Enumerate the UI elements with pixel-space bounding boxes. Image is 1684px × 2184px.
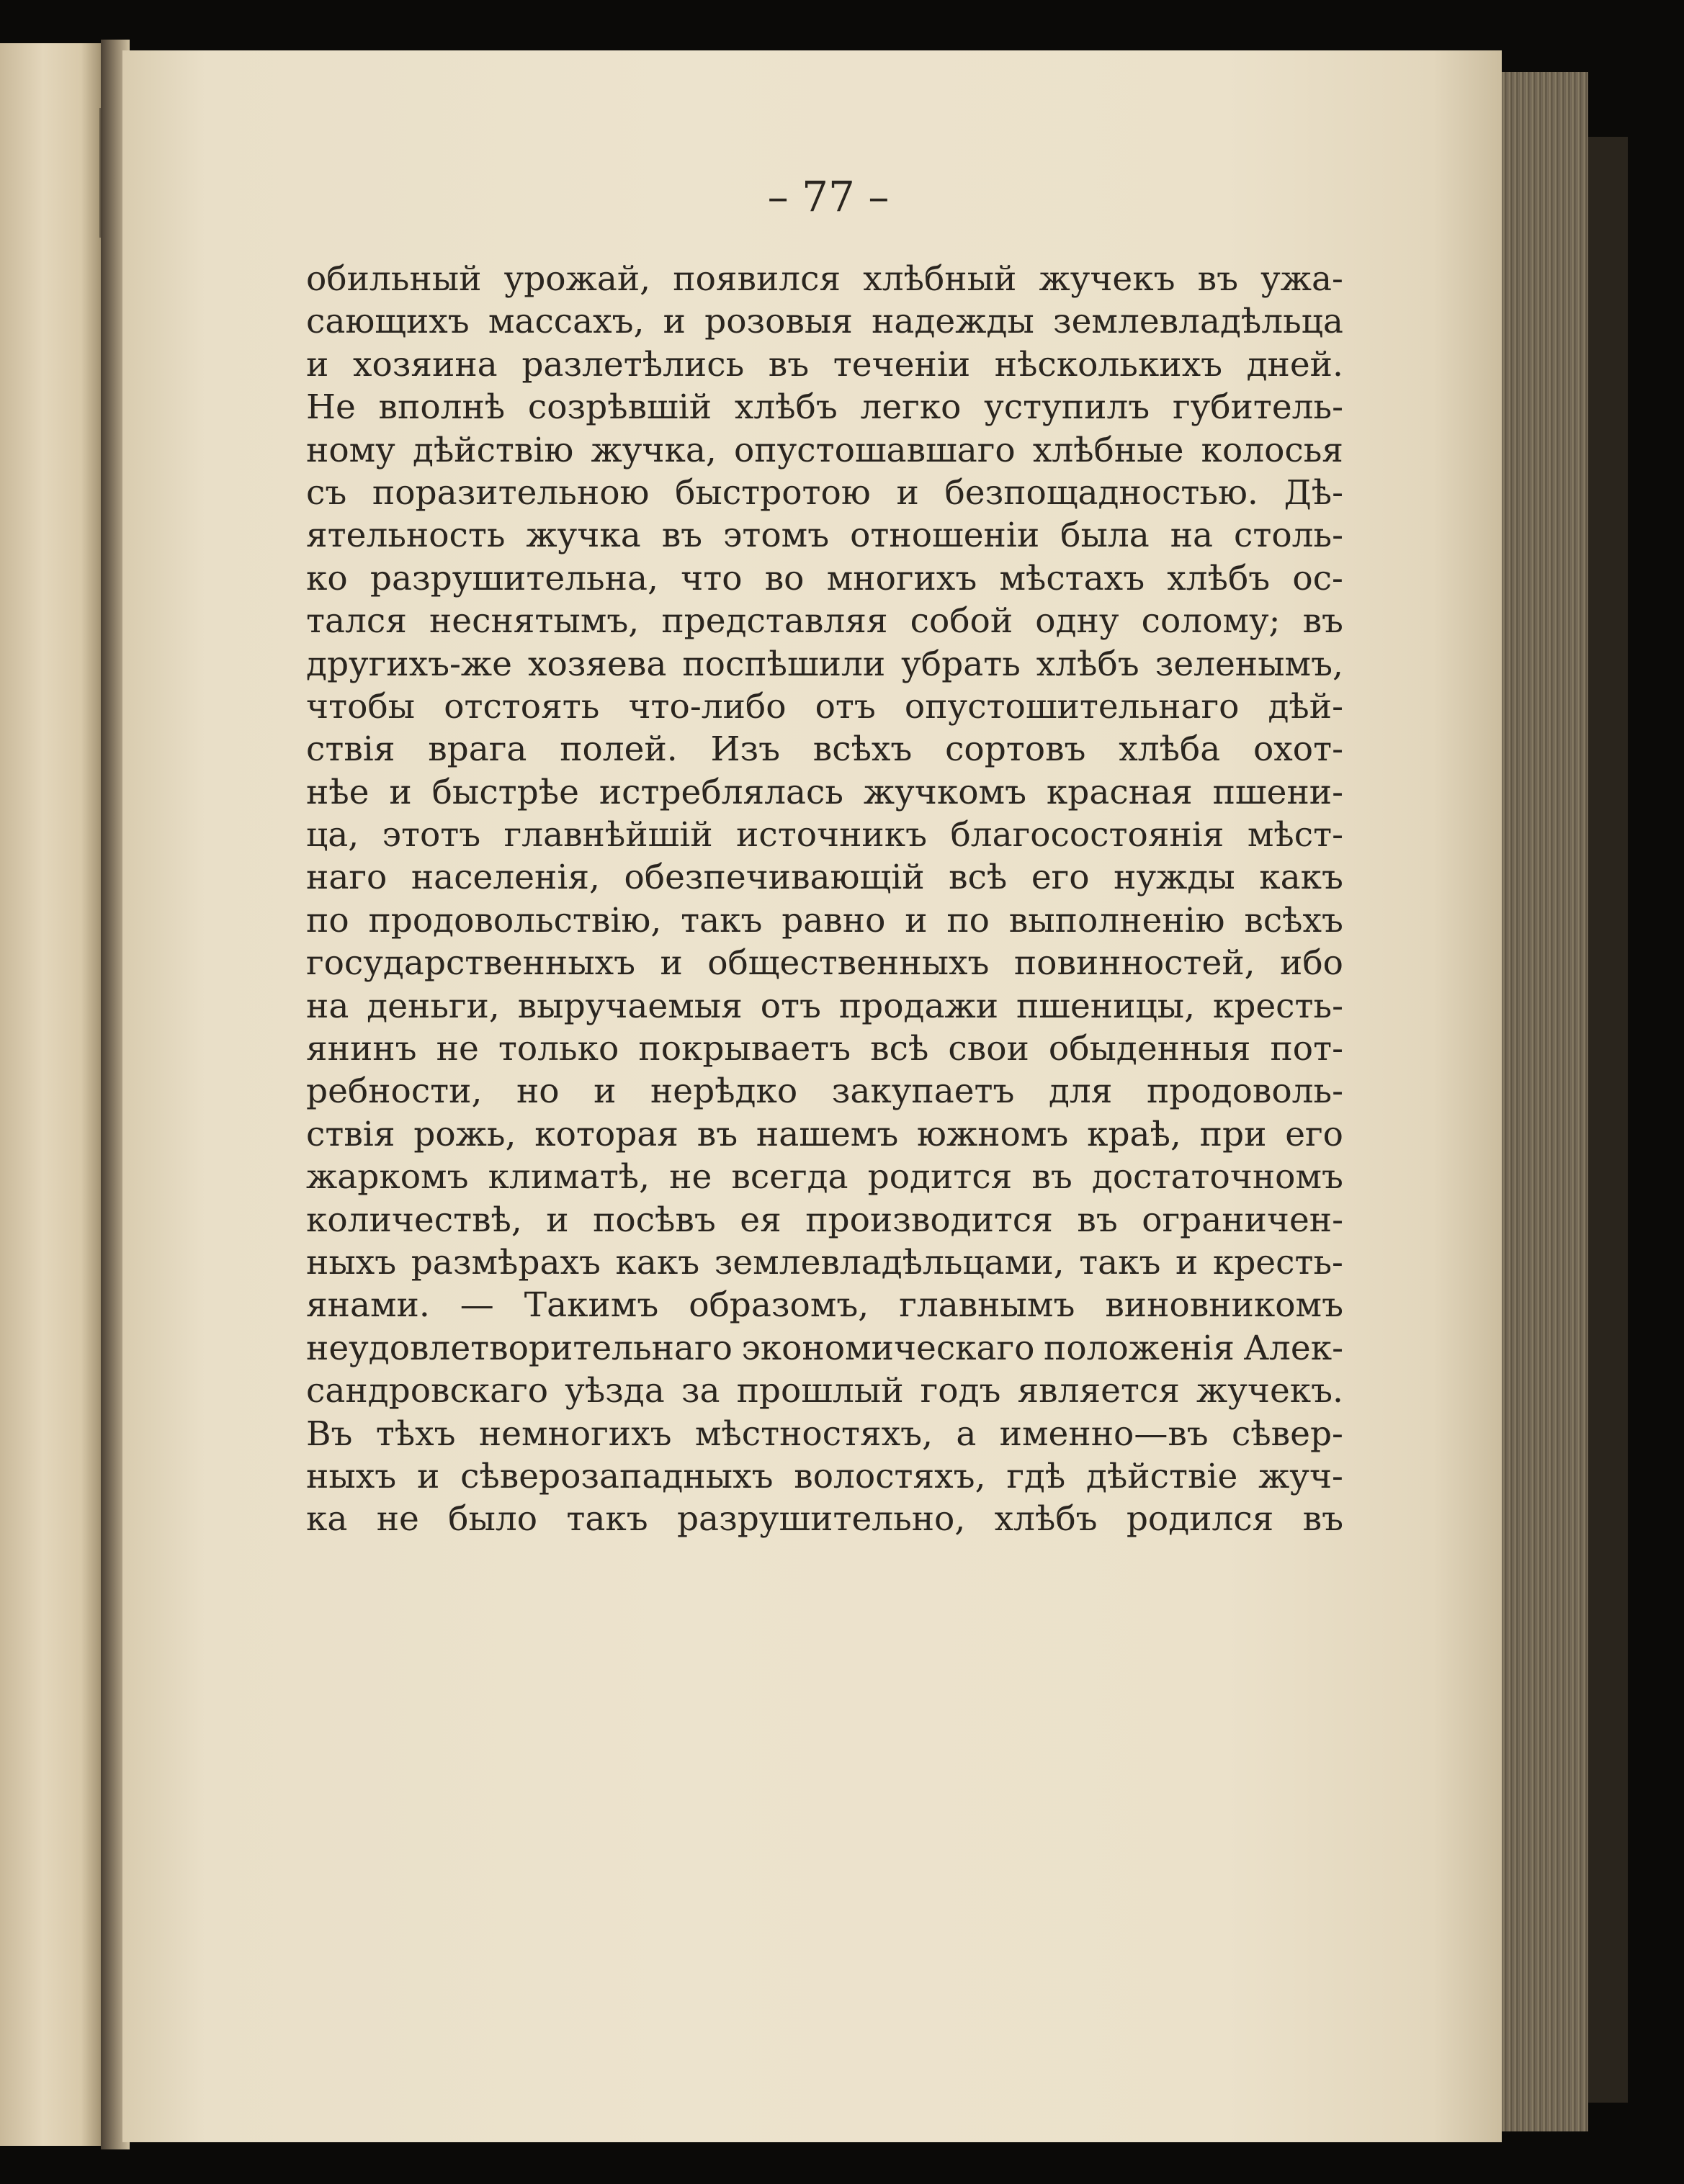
word: достаточномъ bbox=[1091, 1157, 1343, 1197]
word: посѣвъ bbox=[593, 1200, 716, 1240]
word: сѣверозападныхъ bbox=[460, 1456, 774, 1496]
word: нерѣдко bbox=[650, 1071, 798, 1112]
word: родился bbox=[1126, 1499, 1274, 1540]
text-line bbox=[306, 643, 1343, 686]
word: жучкомъ bbox=[863, 772, 1026, 812]
book-cover-edge bbox=[1588, 137, 1628, 2103]
word: покрываетъ bbox=[638, 1029, 851, 1069]
word: деньги, bbox=[367, 986, 500, 1026]
word: на bbox=[306, 986, 349, 1026]
word: быстротою bbox=[675, 472, 871, 513]
word: ко bbox=[306, 558, 348, 598]
word: ствія bbox=[306, 729, 395, 770]
word: въ bbox=[1031, 1157, 1072, 1197]
word: убрать bbox=[901, 644, 1021, 684]
text-line bbox=[306, 1241, 1343, 1284]
text-line bbox=[306, 1413, 1343, 1455]
word: и bbox=[896, 472, 919, 513]
text-line bbox=[306, 258, 1343, 300]
word: такъ bbox=[681, 900, 763, 940]
word: и bbox=[905, 900, 928, 940]
word: источникъ bbox=[736, 815, 927, 855]
word: многихъ bbox=[826, 558, 977, 598]
text-line bbox=[306, 1370, 1343, 1412]
word: государственныхъ bbox=[306, 943, 636, 984]
word: мѣстахъ bbox=[999, 558, 1145, 598]
word: дѣйствіе bbox=[1086, 1456, 1238, 1496]
page-block-edges bbox=[1502, 72, 1588, 2131]
text-line bbox=[306, 1156, 1343, 1198]
text-line bbox=[306, 899, 1343, 942]
word: нѣе bbox=[306, 772, 370, 812]
word: родится bbox=[867, 1157, 1013, 1197]
word: отъ bbox=[760, 986, 821, 1026]
word: пот- bbox=[1270, 1029, 1343, 1069]
word: хозяева bbox=[527, 644, 667, 684]
word: нашемъ bbox=[756, 1114, 899, 1154]
word: въ bbox=[1197, 259, 1239, 299]
word: разрушительно, bbox=[676, 1499, 966, 1540]
word: дней. bbox=[1246, 344, 1343, 385]
word: выручаемыя bbox=[517, 986, 743, 1026]
text-line bbox=[306, 386, 1343, 428]
word: количествѣ, bbox=[306, 1200, 522, 1240]
text-line bbox=[306, 814, 1343, 856]
word: и bbox=[660, 943, 683, 984]
word: волостяхъ, bbox=[794, 1456, 986, 1496]
word: вполнѣ bbox=[378, 387, 506, 428]
word: такъ bbox=[1079, 1242, 1161, 1282]
word: и bbox=[389, 772, 412, 812]
text-line bbox=[306, 557, 1343, 600]
word: Изъ bbox=[710, 729, 781, 770]
text-line bbox=[306, 514, 1343, 557]
word: зеленымъ, bbox=[1155, 644, 1343, 684]
word: равно bbox=[781, 900, 886, 940]
word: всѣ bbox=[949, 858, 1008, 898]
word: нужды bbox=[1114, 858, 1235, 898]
word: обыденныя bbox=[1048, 1029, 1251, 1069]
word: именно—въ bbox=[999, 1414, 1209, 1454]
word: пшени- bbox=[1212, 772, 1343, 812]
word: опустошавшаго bbox=[733, 430, 1016, 470]
word: Такимъ bbox=[524, 1285, 659, 1326]
word: и bbox=[416, 1456, 440, 1496]
word: дѣйствію bbox=[413, 430, 574, 470]
word: дѣй- bbox=[1268, 686, 1343, 727]
text-line bbox=[306, 1070, 1343, 1113]
text-line bbox=[306, 1327, 1343, 1370]
word: ка bbox=[306, 1499, 348, 1540]
word: разлетѣлись bbox=[521, 344, 745, 385]
text-line bbox=[306, 429, 1343, 472]
word: жучка, bbox=[591, 430, 717, 470]
word: сортовъ bbox=[945, 729, 1086, 770]
word: всегда bbox=[731, 1157, 848, 1197]
word: появился bbox=[673, 259, 841, 299]
word: хлѣбъ bbox=[734, 387, 838, 428]
word: красная bbox=[1046, 772, 1193, 812]
word: продовольствію, bbox=[368, 900, 662, 940]
word: тѣхъ bbox=[375, 1414, 456, 1454]
word: на bbox=[1170, 516, 1214, 556]
text-line bbox=[306, 300, 1343, 343]
word: чтобы bbox=[306, 686, 416, 727]
word: по bbox=[306, 900, 349, 940]
word: ятельность bbox=[306, 516, 506, 556]
word: урожай, bbox=[503, 259, 651, 299]
word: губитель- bbox=[1172, 387, 1343, 428]
word: янами. bbox=[306, 1285, 430, 1326]
page-number: – 77 – bbox=[767, 172, 890, 221]
word: хлѣба bbox=[1119, 729, 1221, 770]
text-line bbox=[306, 856, 1343, 899]
word: только bbox=[498, 1029, 619, 1069]
word: всѣхъ bbox=[1244, 900, 1343, 940]
word: образомъ, bbox=[689, 1285, 869, 1326]
word: собой bbox=[910, 601, 1013, 642]
word: прошлый bbox=[736, 1371, 904, 1411]
text-line bbox=[306, 686, 1343, 728]
word: сѣвер- bbox=[1232, 1414, 1343, 1454]
word: массахъ, bbox=[488, 302, 645, 342]
word: поразительною bbox=[372, 472, 650, 513]
word: не bbox=[669, 1157, 712, 1197]
word: которая bbox=[534, 1114, 678, 1154]
word: жучекъ bbox=[1039, 259, 1175, 299]
word: поспѣшили bbox=[682, 644, 886, 684]
word: экономическаго bbox=[741, 1328, 1035, 1368]
word: сандровскаго bbox=[306, 1371, 549, 1411]
word: теченіи bbox=[833, 344, 971, 385]
word: ныхъ bbox=[306, 1456, 397, 1496]
word: ограничен- bbox=[1142, 1200, 1343, 1240]
word: ныхъ bbox=[306, 1242, 397, 1282]
word: что-либо bbox=[628, 686, 787, 727]
word: было bbox=[448, 1499, 538, 1540]
word: и bbox=[663, 302, 686, 342]
text-line bbox=[306, 942, 1343, 984]
word: продоволь- bbox=[1146, 1071, 1343, 1112]
word: годъ bbox=[920, 1371, 1001, 1411]
word: всѣхъ bbox=[812, 729, 913, 770]
word: немногихъ bbox=[478, 1414, 672, 1454]
word: въ bbox=[661, 516, 703, 556]
word: Дѣ- bbox=[1284, 472, 1343, 513]
word: кресть- bbox=[1212, 1242, 1343, 1282]
word: одну bbox=[1035, 601, 1119, 642]
word: а bbox=[956, 1414, 977, 1454]
word: главнѣйшій bbox=[503, 815, 713, 855]
word: мѣстностяхъ, bbox=[694, 1414, 933, 1454]
word: ибо bbox=[1280, 943, 1343, 984]
word: ужа- bbox=[1260, 259, 1343, 299]
word: свои bbox=[948, 1029, 1029, 1069]
word: хлѣбъ bbox=[994, 1499, 1098, 1540]
word: Алек- bbox=[1243, 1328, 1343, 1368]
text-line bbox=[306, 600, 1343, 642]
word: легко bbox=[860, 387, 962, 428]
word: въ bbox=[1077, 1200, 1118, 1240]
word: наго bbox=[306, 858, 388, 898]
word: хозяина bbox=[352, 344, 498, 385]
word: нѣсколькихъ bbox=[994, 344, 1222, 385]
word: разрушительна, bbox=[370, 558, 658, 598]
word: ребности, bbox=[306, 1071, 483, 1112]
word: что bbox=[681, 558, 743, 598]
word: какъ bbox=[1259, 858, 1343, 898]
word: уступилъ bbox=[984, 387, 1150, 428]
word: положенія bbox=[1044, 1328, 1235, 1368]
word: такъ bbox=[566, 1499, 648, 1540]
word: охот- bbox=[1253, 729, 1343, 770]
word: въ bbox=[768, 344, 810, 385]
word: населенія, bbox=[411, 858, 600, 898]
word: надежды bbox=[872, 302, 1034, 342]
word: полей. bbox=[560, 729, 678, 770]
text-line bbox=[306, 985, 1343, 1028]
text-line bbox=[306, 1199, 1343, 1241]
word: и bbox=[546, 1200, 569, 1240]
word: неудовлетворительнаго bbox=[306, 1328, 733, 1368]
word: южномъ bbox=[917, 1114, 1069, 1154]
word: главнымъ bbox=[899, 1285, 1075, 1326]
word: кресть- bbox=[1212, 986, 1343, 1026]
word: землевладѣльцами, bbox=[714, 1242, 1065, 1282]
word: быстрѣе bbox=[431, 772, 579, 812]
word: за bbox=[681, 1371, 720, 1411]
word: тался bbox=[306, 601, 407, 642]
word: сающихъ bbox=[306, 302, 470, 342]
word: и bbox=[594, 1071, 617, 1112]
word: уѣзда bbox=[565, 1371, 665, 1411]
word: его bbox=[1285, 1114, 1343, 1154]
word: въ bbox=[1302, 601, 1343, 642]
word: ея bbox=[740, 1200, 781, 1240]
word: выполненію bbox=[1008, 900, 1225, 940]
word: общественныхъ bbox=[707, 943, 990, 984]
text-line bbox=[306, 1284, 1343, 1326]
word: климатѣ, bbox=[488, 1157, 650, 1197]
word: въ bbox=[1302, 1499, 1343, 1540]
word: гдѣ bbox=[1006, 1456, 1066, 1496]
word: другихъ-же bbox=[306, 644, 512, 684]
text-line bbox=[306, 1028, 1343, 1070]
word: рожь, bbox=[413, 1114, 516, 1154]
word: въ bbox=[697, 1114, 738, 1154]
word: закупаетъ bbox=[831, 1071, 1015, 1112]
word: хлѣбъ bbox=[1167, 558, 1271, 598]
word: съ bbox=[306, 472, 347, 513]
word: виновникомъ bbox=[1105, 1285, 1343, 1326]
word: во bbox=[764, 558, 805, 598]
word: неснятымъ, bbox=[429, 601, 640, 642]
word: не bbox=[436, 1029, 479, 1069]
text-line bbox=[306, 343, 1343, 386]
word: ос- bbox=[1292, 558, 1343, 598]
word: ствія bbox=[306, 1114, 395, 1154]
word: этотъ bbox=[382, 815, 481, 855]
word: колосья bbox=[1201, 430, 1343, 470]
word: мѣст- bbox=[1247, 815, 1343, 855]
word: пшеницы, bbox=[1016, 986, 1196, 1026]
word: не bbox=[376, 1499, 419, 1540]
word: этомъ bbox=[723, 516, 830, 556]
word: врага bbox=[428, 729, 527, 770]
word: столь- bbox=[1234, 516, 1343, 556]
word: истреблялась bbox=[599, 772, 843, 812]
word: производится bbox=[805, 1200, 1053, 1240]
text-line bbox=[306, 728, 1343, 770]
word: отстоять bbox=[444, 686, 600, 727]
word: представляя bbox=[661, 601, 888, 642]
word: и bbox=[1175, 1242, 1199, 1282]
word: и bbox=[306, 344, 329, 385]
word: при bbox=[1199, 1114, 1267, 1154]
word: розовыя bbox=[704, 302, 853, 342]
text-line bbox=[306, 472, 1343, 514]
word: по bbox=[946, 900, 990, 940]
text-line bbox=[306, 1113, 1343, 1156]
word: размѣрахъ bbox=[411, 1242, 601, 1282]
word: ному bbox=[306, 430, 395, 470]
word: жуч- bbox=[1258, 1456, 1343, 1496]
word: безпощадностью. bbox=[944, 472, 1258, 513]
word: жучекъ. bbox=[1196, 1371, 1343, 1411]
word: хлѣбные bbox=[1032, 430, 1184, 470]
word: ца, bbox=[306, 815, 359, 855]
word: обезпечивающій bbox=[624, 858, 925, 898]
word: янинъ bbox=[306, 1029, 417, 1069]
word: повинностей, bbox=[1013, 943, 1255, 984]
word: краѣ, bbox=[1087, 1114, 1181, 1154]
word: всѣ bbox=[870, 1029, 929, 1069]
word: жучка bbox=[526, 516, 641, 556]
word: хлѣбъ bbox=[1036, 644, 1139, 684]
word: отношеніи bbox=[850, 516, 1040, 556]
word: хлѣбный bbox=[863, 259, 1017, 299]
word: продажи bbox=[838, 986, 999, 1026]
word: является bbox=[1017, 1371, 1180, 1411]
word: — bbox=[460, 1285, 494, 1326]
left-page-edge bbox=[0, 43, 108, 2146]
text-line bbox=[306, 1498, 1343, 1540]
word: обильный bbox=[306, 259, 482, 299]
word: землевладѣльца bbox=[1052, 302, 1343, 342]
word: отъ bbox=[815, 686, 876, 727]
word: солому; bbox=[1141, 601, 1281, 642]
word: его bbox=[1031, 858, 1090, 898]
word: жаркомъ bbox=[306, 1157, 469, 1197]
word: была bbox=[1060, 516, 1150, 556]
word: созрѣвшій bbox=[527, 387, 712, 428]
word: для bbox=[1048, 1071, 1113, 1112]
word: благосостоянія bbox=[950, 815, 1224, 855]
word: опустошительнаго bbox=[904, 686, 1240, 727]
body-text bbox=[306, 258, 1343, 1541]
text-line bbox=[306, 1455, 1343, 1498]
word: какъ bbox=[615, 1242, 700, 1282]
word: но bbox=[516, 1071, 560, 1112]
word: Въ bbox=[306, 1414, 353, 1454]
text-line bbox=[306, 771, 1343, 814]
word: Не bbox=[306, 387, 356, 428]
